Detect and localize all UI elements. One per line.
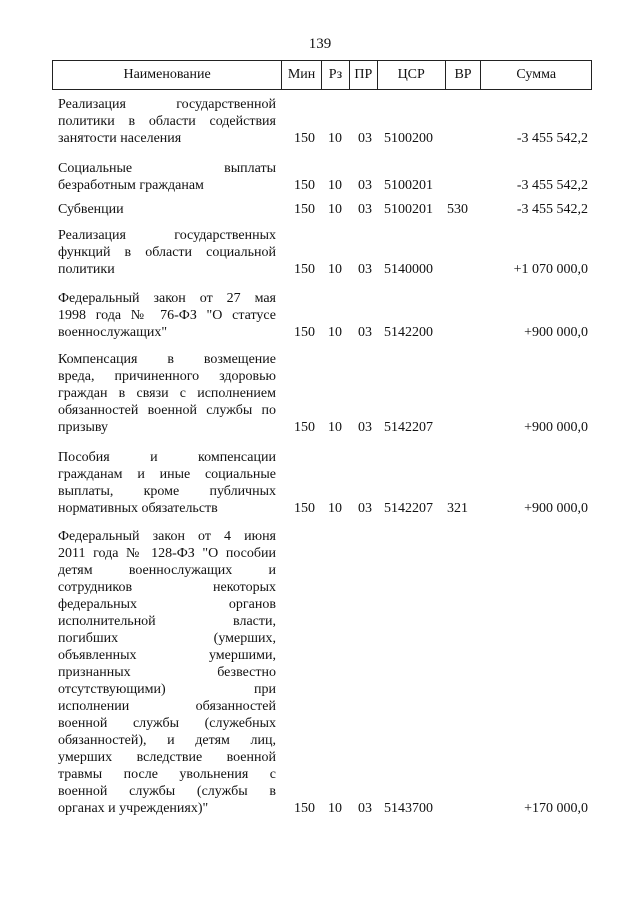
cell-min: 150 — [294, 262, 315, 277]
row-name-line: Пособия и компенсации — [58, 450, 276, 465]
row-name-line: признанных безвестно — [58, 665, 276, 680]
cell-rz: 10 — [328, 801, 342, 816]
cell-sum: -3 455 542,2 — [516, 178, 588, 193]
column-header-rz: Рз — [322, 61, 350, 89]
row-name-line: федеральных органов — [58, 597, 276, 612]
row-name-line: Федеральный закон от 27 мая — [58, 291, 276, 306]
table-row — [58, 227, 588, 278]
cell-csr: 5142200 — [384, 325, 433, 340]
cell-csr: 5140000 — [384, 262, 433, 277]
cell-sum: +170 000,0 — [524, 801, 588, 816]
row-name — [58, 528, 276, 817]
row-name-line: политики — [58, 262, 115, 277]
cell-pr: 03 — [358, 501, 372, 516]
row-name-line: органах и учреждениях)" — [58, 801, 209, 816]
table-header — [52, 60, 592, 90]
cell-min: 150 — [294, 178, 315, 193]
table-row — [58, 96, 588, 147]
row-name-line: гражданам и иные социальные — [58, 467, 276, 482]
cell-min: 150 — [294, 131, 315, 146]
row-name-line: детям военнослужащих и — [58, 563, 276, 578]
cell-pr: 03 — [358, 131, 372, 146]
row-name-line: Реализация государственных — [58, 228, 276, 243]
cell-rz: 10 — [328, 131, 342, 146]
row-name-line: политики в области содействия — [58, 114, 276, 129]
cell-min: 150 — [294, 202, 315, 217]
column-header-pr: ПР — [350, 61, 378, 89]
column-header-vr: ВР — [446, 61, 482, 89]
row-name-line: Реализация государственной — [58, 97, 276, 112]
row-name-line: безработным гражданам — [58, 178, 204, 193]
table-row — [58, 351, 588, 436]
row-name-line: военнослужащих" — [58, 325, 168, 340]
row-name-line: Компенсация в возмещение — [58, 352, 276, 367]
cell-csr: 5100200 — [384, 131, 433, 146]
cell-pr: 03 — [358, 420, 372, 435]
row-name-line: вреда, причиненного здоровью — [58, 369, 276, 384]
row-name-line: Субвенции — [58, 202, 124, 217]
table-row — [58, 449, 588, 517]
cell-rz: 10 — [328, 202, 342, 217]
cell-csr: 5100201 — [384, 178, 433, 193]
row-name-line: 1998 года № 76-ФЗ "О статусе — [58, 308, 276, 323]
cell-pr: 03 — [358, 801, 372, 816]
row-name-line: исполнении обязанностей — [58, 699, 276, 714]
cell-min: 150 — [294, 420, 315, 435]
cell-min: 150 — [294, 501, 315, 516]
cell-min: 150 — [294, 801, 315, 816]
row-name-line: сотрудников некоторых — [58, 580, 276, 595]
row-name-line: умерших вследствие военной — [58, 750, 276, 765]
cell-rz: 10 — [328, 262, 342, 277]
row-name-line: граждан в связи с исполнением — [58, 386, 276, 401]
cell-vr: 530 — [447, 202, 468, 217]
row-name-line: исполнительной власти, — [58, 614, 276, 629]
row-name-line: военной службы (службы в — [58, 784, 276, 799]
column-header-csr: ЦСР — [378, 61, 446, 89]
cell-rz: 10 — [328, 178, 342, 193]
cell-pr: 03 — [358, 325, 372, 340]
cell-vr: 321 — [447, 501, 468, 516]
page-number: 139 — [308, 36, 332, 52]
row-name-line: функций в области социальной — [58, 245, 276, 260]
row-name-line: занятости населения — [58, 131, 182, 146]
row-name-line: нормативных обязательств — [58, 501, 218, 516]
cell-pr: 03 — [358, 178, 372, 193]
cell-sum: +1 070 000,0 — [513, 262, 588, 277]
row-name-line: 2011 года № 128-ФЗ "О пособии — [58, 546, 276, 561]
row-name-line: погибших (умерших, — [58, 631, 276, 646]
cell-csr: 5100201 — [384, 202, 433, 217]
cell-rz: 10 — [328, 420, 342, 435]
row-name-line: военной службы (служебных — [58, 716, 276, 731]
cell-csr: 5142207 — [384, 420, 433, 435]
cell-rz: 10 — [328, 325, 342, 340]
row-name-line: Социальные выплаты — [58, 161, 276, 176]
cell-min: 150 — [294, 325, 315, 340]
row-name-line: обязанностей военной службы по — [58, 403, 276, 418]
cell-csr: 5143700 — [384, 801, 433, 816]
table-row — [58, 201, 588, 218]
row-name-line: обязанностей), и детям лиц, — [58, 733, 276, 748]
table-row — [58, 160, 588, 194]
row-name-line: объявленных умершими, — [58, 648, 276, 663]
column-header-sum: Сумма — [516, 67, 557, 82]
cell-pr: 03 — [358, 202, 372, 217]
table-row — [58, 290, 588, 341]
column-header-name: Наименование — [53, 61, 282, 89]
cell-sum: +900 000,0 — [524, 420, 588, 435]
table-row — [58, 528, 588, 817]
cell-sum: -3 455 542,2 — [516, 202, 588, 217]
cell-csr: 5142207 — [384, 501, 433, 516]
row-name-line: призыву — [58, 420, 109, 435]
row-name-line: травмы после увольнения с — [58, 767, 276, 782]
column-header-min: Мин — [282, 61, 322, 89]
row-name-line: выплаты, кроме публичных — [58, 484, 276, 499]
cell-sum: -3 455 542,2 — [516, 131, 588, 146]
cell-rz: 10 — [328, 501, 342, 516]
row-name-line: Федеральный закон от 4 июня — [58, 529, 276, 544]
cell-sum: +900 000,0 — [524, 501, 588, 516]
row-name-line: отсутствующими) при — [58, 682, 276, 697]
cell-sum: +900 000,0 — [524, 325, 588, 340]
cell-pr: 03 — [358, 262, 372, 277]
